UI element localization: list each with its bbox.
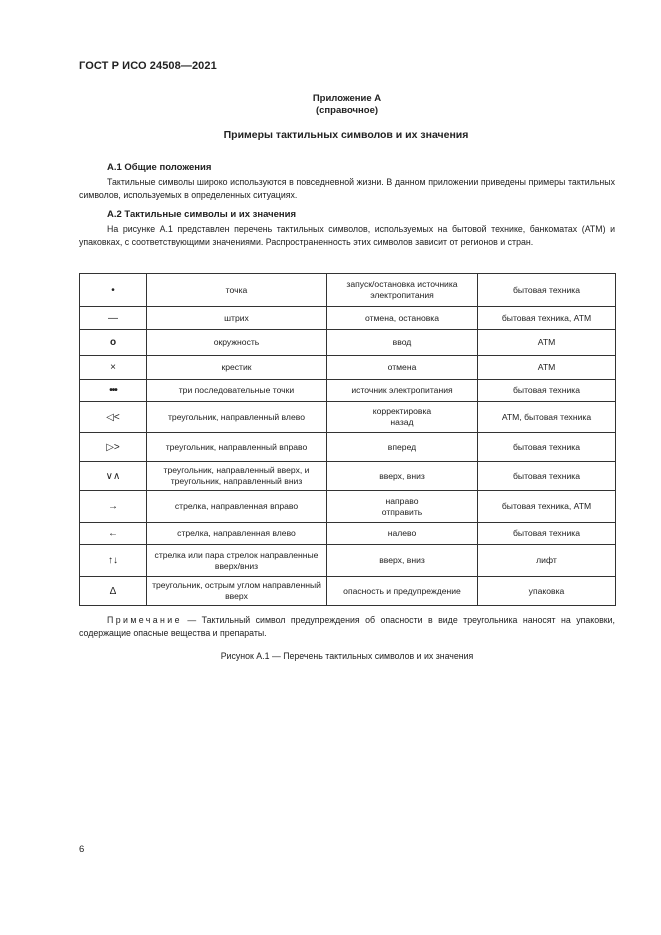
table-row: [80, 545, 616, 577]
symbol-cell: ↑↓: [80, 545, 147, 577]
symbol-name-cell: штрих: [147, 307, 327, 330]
symbol-meaning-cell: опасность и предупреждение: [327, 577, 478, 606]
annex-title: Приложение А: [312, 93, 382, 104]
symbol-name-cell: стрелка, направленная вправо: [147, 491, 327, 523]
symbol-cell: •••: [80, 380, 147, 402]
standard-code-header: ГОСТ Р ИСО 24508—2021: [79, 60, 217, 72]
figure-caption: Рисунок А.1 — Перечень тактильных символов и их значения: [220, 651, 474, 661]
symbol-usage-cell: бытовая техника, АТМ: [478, 491, 616, 523]
symbol-name-cell: треугольник, направленный вправо: [147, 433, 327, 462]
symbol-meaning-cell: источник электропитания: [327, 380, 478, 402]
table-row: [80, 577, 616, 606]
symbol-name-cell: треугольник, направленный вверх, и треугольник, направленный вниз: [147, 462, 327, 491]
symbols-table: [79, 273, 616, 606]
symbol-name-cell: окружность: [147, 330, 327, 356]
section-a2-heading: А.2 Тактильные символы и их значения: [107, 209, 297, 220]
symbol-name-cell: треугольник, направленный влево: [147, 402, 327, 433]
symbol-name-cell: точка: [147, 274, 327, 307]
symbol-name-cell: стрелка или пара стрелок направленные вверх/вниз: [147, 545, 327, 577]
symbol-usage-cell: бытовая техника: [478, 274, 616, 307]
note-text: — Тактильный символ предупреждения об опасности в виде треугольника наносят на упаковки, содержащие опасные вещества и препараты.: [79, 615, 615, 638]
symbol-cell: ▷>: [80, 433, 147, 462]
table-row: [80, 523, 616, 545]
symbol-usage-cell: АТМ: [478, 356, 616, 380]
table-row: [80, 491, 616, 523]
table-row: [80, 402, 616, 433]
symbol-usage-cell: бытовая техника, АТМ: [478, 307, 616, 330]
symbol-usage-cell: бытовая техника: [478, 523, 616, 545]
symbol-meaning-cell: направо отправить: [327, 491, 478, 523]
table-row: [80, 330, 616, 356]
table-row: [80, 356, 616, 380]
symbol-cell: ◁<: [80, 402, 147, 433]
symbol-usage-cell: АТМ, бытовая техника: [478, 402, 616, 433]
symbol-cell: →: [80, 491, 147, 523]
main-title: Примеры тактильных символов и их значения: [223, 129, 469, 141]
symbol-usage-cell: бытовая техника: [478, 462, 616, 491]
symbol-cell: ×: [80, 356, 147, 380]
table-row: [80, 307, 616, 330]
note-label: Примечание: [107, 615, 182, 625]
symbol-usage-cell: бытовая техника: [478, 433, 616, 462]
symbol-usage-cell: упаковка: [478, 577, 616, 606]
section-a1-heading: А.1 Общие положения: [107, 162, 212, 173]
symbol-meaning-cell: ввод: [327, 330, 478, 356]
section-a2-text: На рисунке А.1 представлен перечень тактильных символов, используемых на бытовой технике, банкоматах (АТМ) и упаковках, с соответствующими значениями. Распространенность этих символов зависит от регионов и стран.: [79, 224, 615, 247]
symbol-name-cell: стрелка, направленная влево: [147, 523, 327, 545]
symbol-meaning-cell: налево: [327, 523, 478, 545]
symbol-usage-cell: бытовая техника: [478, 380, 616, 402]
section-a1-text: Тактильные символы широко используются в повседневной жизни. В данном приложении приведены примеры тактильных символов, используемых в определенных ситуациях.: [79, 177, 615, 200]
annex-status: (справочное): [315, 105, 379, 116]
symbol-name-cell: треугольник, острым углом направленный вверх: [147, 577, 327, 606]
symbol-meaning-cell: отмена, остановка: [327, 307, 478, 330]
symbol-name-cell: три последовательные точки: [147, 380, 327, 402]
page-number: 6: [79, 844, 85, 855]
symbol-meaning-cell: запуск/остановка источника электропитания: [327, 274, 478, 307]
symbol-cell: •: [80, 274, 147, 307]
table-row: [80, 462, 616, 491]
symbol-cell: ο: [80, 330, 147, 356]
symbol-name-cell: крестик: [147, 356, 327, 380]
table-row: [80, 380, 616, 402]
symbol-meaning-cell: вверх, вниз: [327, 462, 478, 491]
symbol-usage-cell: лифт: [478, 545, 616, 577]
symbol-meaning-cell: вперед: [327, 433, 478, 462]
table-row: [80, 433, 616, 462]
symbol-usage-cell: АТМ: [478, 330, 616, 356]
symbol-meaning-cell: отмена: [327, 356, 478, 380]
symbol-cell: ∨∧: [80, 462, 147, 491]
symbol-cell: ←: [80, 523, 147, 545]
symbol-meaning-cell: корректировка назад: [327, 402, 478, 433]
symbol-cell: —: [80, 307, 147, 330]
table-row: [80, 274, 616, 307]
symbol-cell: Δ: [80, 577, 147, 606]
table-note: [79, 614, 615, 639]
symbol-meaning-cell: вверх, вниз: [327, 545, 478, 577]
